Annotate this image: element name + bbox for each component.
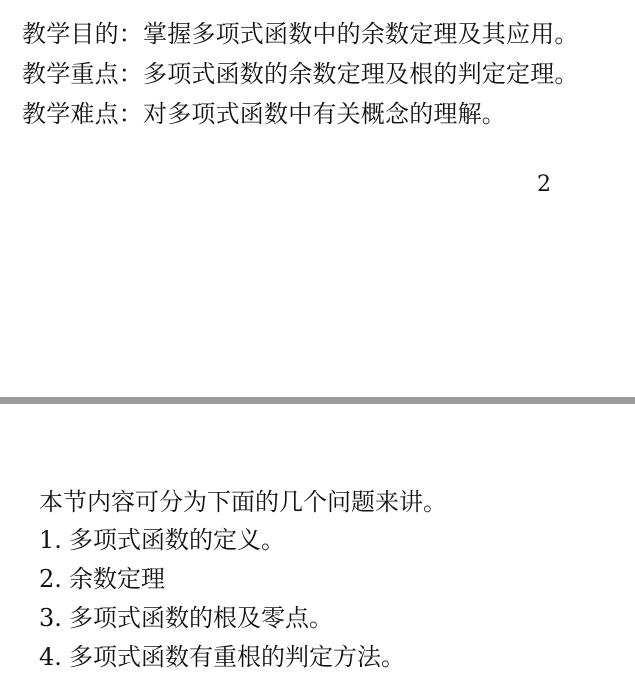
list-item [39, 638, 405, 677]
teaching-focus-text: 多项式函数的余数定理及根的判定定理。 [143, 60, 579, 88]
list-item-text: 多项式函数的定义。 [69, 526, 285, 554]
list-item [39, 560, 405, 599]
teaching-difficulty-text: 对多项式函数中有关概念的理解。 [143, 100, 506, 128]
teaching-difficulty-label: 教学难点： [22, 100, 143, 128]
teaching-focus-label: 教学重点： [22, 60, 143, 88]
teaching-objectives [22, 14, 632, 134]
list-item-number: 1. [39, 526, 62, 554]
page-number: 2 [537, 172, 551, 197]
list-item-text: 余数定理 [69, 565, 165, 593]
list-item-number: 3. [39, 604, 62, 632]
lower-page [0, 404, 635, 690]
list-item-number: 2. [39, 565, 62, 593]
teaching-purpose-line [22, 14, 632, 54]
list-item [39, 599, 405, 638]
page-divider [0, 397, 635, 404]
teaching-purpose-label: 教学目的： [22, 20, 143, 48]
teaching-difficulty-line [22, 94, 632, 134]
teaching-purpose-text: 掌握多项式函数中的余数定理及其应用。 [143, 20, 579, 48]
list-item-number: 4. [39, 643, 62, 671]
section-intro: 本节内容可分为下面的几个问题来讲。 [39, 488, 447, 516]
list-item [39, 521, 405, 560]
list-item-text: 多项式函数有重根的判定方法。 [69, 643, 405, 671]
teaching-focus-line [22, 54, 632, 94]
topic-list [39, 521, 405, 677]
list-item-text: 多项式函数的根及零点。 [69, 604, 333, 632]
